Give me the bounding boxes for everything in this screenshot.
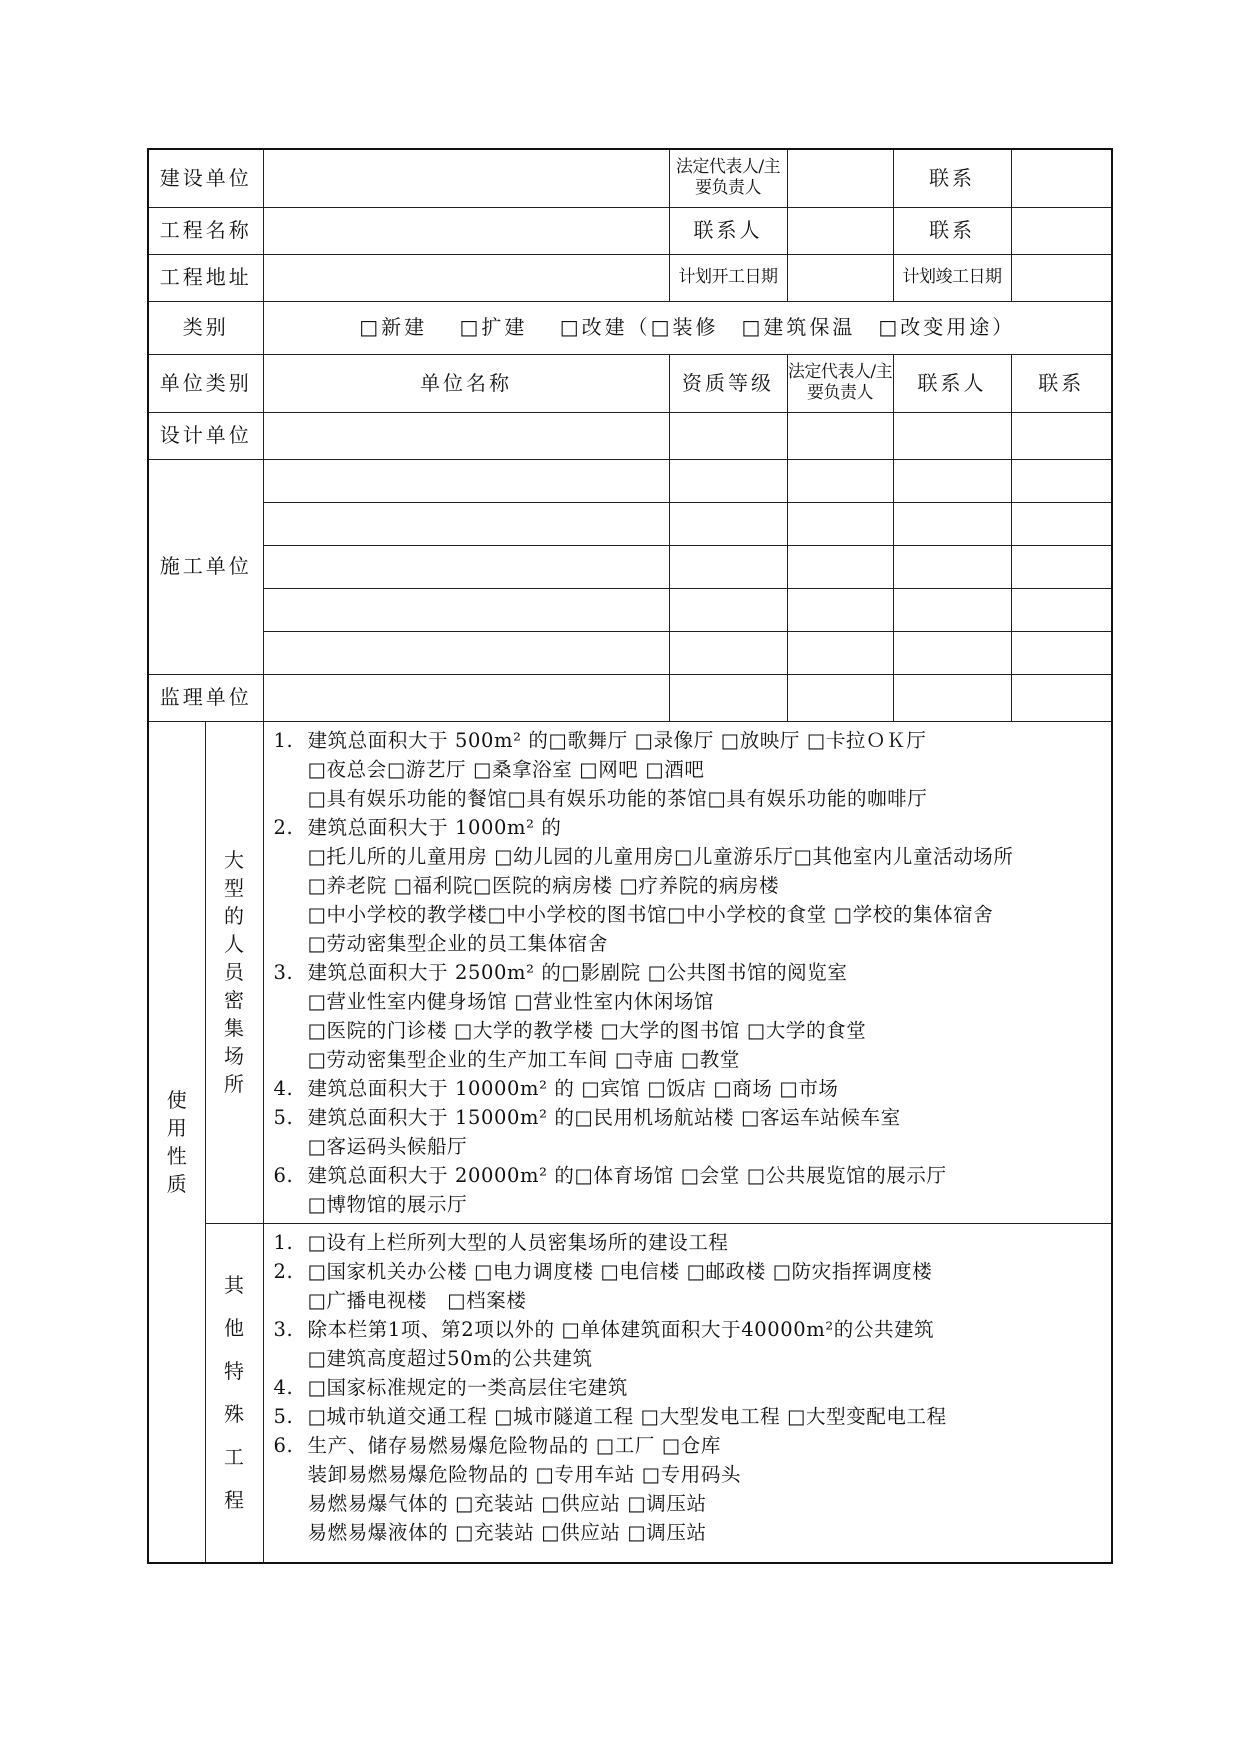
construction-unit-label: 建设单位: [148, 149, 263, 207]
construction-row-field[interactable]: [669, 545, 787, 588]
option-line[interactable]: [274, 842, 1112, 871]
option-text[interactable]: 建筑总面积大于 1000m² 的: [307, 815, 562, 839]
crowded-places-options[interactable]: [263, 721, 1112, 1223]
option-text[interactable]: 装卸易燃易爆危险物品的 □专用车站 □专用码头: [307, 1462, 742, 1486]
option-text[interactable]: □中小学校的教学楼□中小学校的图书馆□中小学校的食堂 □学校的集体宿舍: [307, 902, 994, 926]
option-text[interactable]: 除本栏第1项、第2项以外的 □单体建筑面积大于40000m²的公共建筑: [307, 1317, 935, 1341]
supervision-unit-contact-person-field[interactable]: [893, 674, 1011, 721]
option-text[interactable]: □营业性室内健身场馆 □营业性室内休闲场馆: [307, 989, 715, 1013]
option-line[interactable]: [274, 1518, 1112, 1547]
construction-row-field[interactable]: [669, 459, 787, 502]
option-line[interactable]: [274, 871, 1112, 900]
option-number: 3.: [273, 960, 294, 984]
option-text[interactable]: 建筑总面积大于 10000m² 的 □宾馆 □饭店 □商场 □市场: [307, 1076, 839, 1100]
option-text[interactable]: □国家机关办公楼 □电力调度楼 □电信楼 □邮政楼 □防灾指挥调度楼: [307, 1259, 933, 1283]
construction-row-field[interactable]: [1011, 588, 1112, 631]
project-address-label: 工程地址: [148, 254, 263, 301]
unit-type-header: 单位类别: [148, 354, 263, 412]
supervision-unit-label: 监理单位: [148, 674, 263, 721]
option-line[interactable]: [274, 784, 1112, 813]
construction-row-field[interactable]: [787, 545, 893, 588]
construction-row-field[interactable]: [263, 631, 669, 674]
option-number: 2.: [273, 1259, 294, 1283]
supervision-unit-contact-field[interactable]: [1011, 674, 1112, 721]
category-options[interactable]: □新建 □扩建 □改建（□装修 □建筑保温 □改变用途）: [263, 301, 1112, 354]
construction-row-field[interactable]: [893, 631, 1011, 674]
construction-unit-field[interactable]: [263, 149, 669, 207]
planned-finish-field[interactable]: [1011, 254, 1112, 301]
contact-field[interactable]: [1011, 149, 1112, 207]
design-unit-contact-field[interactable]: [1011, 412, 1112, 459]
option-line[interactable]: [274, 1045, 1112, 1074]
supervision-unit-grade-field[interactable]: [669, 674, 787, 721]
legal-rep-field[interactable]: [787, 149, 893, 207]
option-number: 1.: [273, 1230, 294, 1254]
category-label: 类别: [148, 301, 263, 354]
option-text[interactable]: □具有娱乐功能的餐馆□具有娱乐功能的茶馆□具有娱乐功能的咖啡厅: [307, 786, 928, 810]
planned-start-label: 计划开工日期: [669, 254, 787, 301]
construction-row-field[interactable]: [1011, 502, 1112, 545]
option-line[interactable]: [274, 755, 1112, 784]
construction-row-field[interactable]: [263, 459, 669, 502]
option-text[interactable]: 易燃易爆液体的 □充装站 □供应站 □调压站: [307, 1520, 707, 1544]
option-text[interactable]: □劳动密集型企业的员工集体宿舍: [307, 931, 608, 955]
legal-rep-label: 法定代表人/主要负责人: [669, 149, 787, 207]
contact-person-header: 联系人: [893, 354, 1011, 412]
planned-finish-label: 计划竣工日期: [893, 254, 1011, 301]
option-text[interactable]: □托儿所的儿童用房 □幼儿园的儿童用房□儿童游乐厅□其他室内儿童活动场所: [307, 844, 1014, 868]
construction-row-field[interactable]: [669, 631, 787, 674]
option-text[interactable]: 建筑总面积大于 500m² 的□歌舞厅 □录像厅 □放映厅 □卡拉ＯＫ厅: [307, 728, 927, 752]
construction-row-field[interactable]: [263, 545, 669, 588]
contact2-label: 联系: [893, 207, 1011, 254]
option-text[interactable]: 建筑总面积大于 15000m² 的□民用机场航站楼 □客运车站候车室: [307, 1105, 901, 1129]
option-number: 4.: [273, 1076, 294, 1100]
option-line[interactable]: [274, 1402, 1112, 1431]
option-number: 3.: [273, 1317, 294, 1341]
option-line[interactable]: [274, 1132, 1112, 1161]
special-projects-options[interactable]: [263, 1223, 1112, 1563]
option-text[interactable]: □国家标准规定的一类高层住宅建筑: [307, 1375, 629, 1399]
option-line[interactable]: [274, 1257, 1112, 1286]
design-unit-legal-field[interactable]: [787, 412, 893, 459]
project-name-label: 工程名称: [148, 207, 263, 254]
option-line[interactable]: [274, 1228, 1112, 1257]
option-line[interactable]: [274, 1431, 1112, 1460]
option-text[interactable]: □设有上栏所列大型的人员密集场所的建设工程: [307, 1230, 729, 1254]
option-line[interactable]: [274, 1190, 1112, 1219]
option-line[interactable]: [274, 1344, 1112, 1373]
construction-row-field[interactable]: [787, 631, 893, 674]
construction-row-field[interactable]: [893, 502, 1011, 545]
construction-row-field[interactable]: [1011, 459, 1112, 502]
construction-unit-row-label: 施工单位: [148, 459, 263, 674]
qualification-header: 资质等级: [669, 354, 787, 412]
option-number: 6.: [273, 1163, 294, 1187]
design-unit-grade-field[interactable]: [669, 412, 787, 459]
option-text[interactable]: □建筑高度超过50m的公共建筑: [307, 1346, 593, 1370]
construction-row-field[interactable]: [1011, 545, 1112, 588]
option-line[interactable]: [274, 1489, 1112, 1518]
supervision-unit-legal-field[interactable]: [787, 674, 893, 721]
construction-row-field[interactable]: [893, 545, 1011, 588]
option-line[interactable]: [274, 813, 1112, 842]
option-line[interactable]: [274, 726, 1112, 755]
construction-row-field[interactable]: [669, 588, 787, 631]
option-line[interactable]: [274, 1315, 1112, 1344]
option-text[interactable]: □养老院 □福利院□医院的病房楼 □疗养院的病房楼: [307, 873, 780, 897]
construction-row-field[interactable]: [893, 588, 1011, 631]
option-line[interactable]: [274, 1103, 1112, 1132]
option-text[interactable]: 生产、储存易燃易爆危险物品的 □工厂 □仓库: [307, 1433, 721, 1457]
option-line[interactable]: [274, 958, 1112, 987]
supervision-unit-name-field[interactable]: [263, 674, 669, 721]
option-text[interactable]: □城市轨道交通工程 □城市隧道工程 □大型发电工程 □大型变配电工程: [307, 1404, 947, 1428]
option-line[interactable]: [274, 1016, 1112, 1045]
option-number: 1.: [273, 728, 294, 752]
contact-header: 联系: [1011, 354, 1112, 412]
option-number: 4.: [273, 1375, 294, 1399]
construction-row-field[interactable]: [1011, 631, 1112, 674]
planned-start-field[interactable]: [787, 254, 893, 301]
option-number: 2.: [273, 815, 294, 839]
option-text[interactable]: □客运码头候船厅: [307, 1134, 468, 1158]
option-text[interactable]: □劳动密集型企业的生产加工车间 □寺庙 □教堂: [307, 1047, 740, 1071]
project-address-field[interactable]: [263, 254, 669, 301]
option-line[interactable]: [274, 987, 1112, 1016]
construction-row-field[interactable]: [787, 588, 893, 631]
option-line[interactable]: [274, 1286, 1112, 1315]
option-text[interactable]: □博物馆的展示厅: [307, 1192, 468, 1216]
design-unit-label: 设计单位: [148, 412, 263, 459]
unit-name-header: 单位名称: [263, 354, 669, 412]
construction-row-field[interactable]: [787, 502, 893, 545]
option-line[interactable]: [274, 929, 1112, 958]
option-text[interactable]: 易燃易爆气体的 □充装站 □供应站 □调压站: [307, 1491, 707, 1515]
usage-nature-label: 使 用 性 质: [148, 721, 205, 1563]
option-line[interactable]: [274, 900, 1112, 929]
contact-person-field[interactable]: [787, 207, 893, 254]
crowded-places-label: 大 型 的 人 员 密 集 场 所: [205, 721, 263, 1223]
contact-label: 联系: [893, 149, 1011, 207]
construction-row-field[interactable]: [263, 588, 669, 631]
option-text[interactable]: □夜总会□游艺厅 □桑拿浴室 □网吧 □酒吧: [307, 757, 705, 781]
legal-rep-header: 法定代表人/主要负责人: [787, 354, 893, 412]
project-name-field[interactable]: [263, 207, 669, 254]
option-line[interactable]: [274, 1373, 1112, 1402]
contact2-field[interactable]: [1011, 207, 1112, 254]
option-number: 6.: [273, 1433, 294, 1457]
construction-row-field[interactable]: [893, 459, 1011, 502]
construction-row-field[interactable]: [263, 502, 669, 545]
option-text[interactable]: 建筑总面积大于 2500m² 的□影剧院 □公共图书馆的阅览室: [307, 960, 848, 984]
option-number: 5.: [273, 1404, 294, 1428]
special-projects-label: 其 他 特 殊 工 程: [205, 1223, 263, 1563]
design-unit-contact-person-field[interactable]: [893, 412, 1011, 459]
option-text[interactable]: □医院的门诊楼 □大学的教学楼 □大学的图书馆 □大学的食堂: [307, 1018, 867, 1042]
contact-person-label: 联系人: [669, 207, 787, 254]
option-line[interactable]: [274, 1161, 1112, 1190]
option-line[interactable]: [274, 1074, 1112, 1103]
project-registration-form: [147, 148, 1113, 1564]
option-number: 5.: [273, 1105, 294, 1129]
option-line[interactable]: [274, 1460, 1112, 1489]
construction-row-field[interactable]: [787, 459, 893, 502]
construction-row-field[interactable]: [669, 502, 787, 545]
option-text[interactable]: □广播电视楼 □档案楼: [307, 1288, 527, 1312]
option-text[interactable]: 建筑总面积大于 20000m² 的□体育场馆 □会堂 □公共展览馆的展示厅: [307, 1163, 947, 1187]
design-unit-name-field[interactable]: [263, 412, 669, 459]
